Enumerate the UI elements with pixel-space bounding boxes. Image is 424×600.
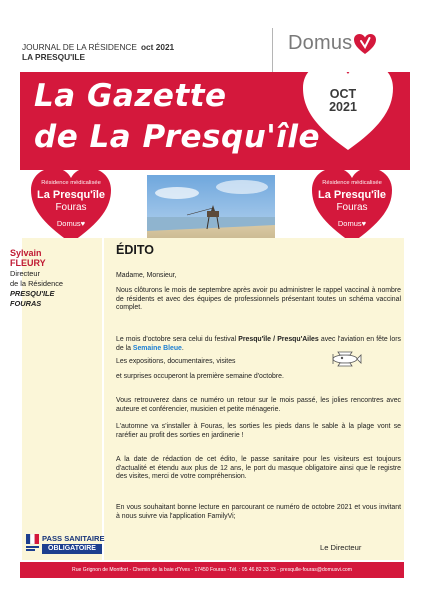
paragraph: En vous souhaitant bonne lecture en parcourant ce numéro de octobre 2021 et vous invitant à nous suivre via l'application FamilyVi; <box>116 504 401 520</box>
signature: Le Directeur <box>320 543 362 552</box>
author-residence: PRESQU'ILE <box>10 289 55 298</box>
pass-sanitaire-badge <box>26 533 104 557</box>
heart-logo-icon: ♥ <box>361 219 367 228</box>
journal-label: JOURNAL DE LA RÉSIDENCE <box>22 42 137 52</box>
residence-badge-left <box>29 166 113 244</box>
badge-subtitle: Résidence médicalisée <box>41 180 101 186</box>
text: avec l'aviation en fête lors de la <box>116 336 401 352</box>
brand-wordmark: Domus <box>288 32 353 54</box>
brand-logo <box>288 32 377 55</box>
heart-logo-icon: ♥ <box>80 219 86 228</box>
paragraph: et surprises occuperont la première semaine d'octobre. <box>116 373 284 380</box>
pass-title: PASS SANITAIRE <box>42 534 105 543</box>
author-city: FOURAS <box>10 299 42 308</box>
header-divider <box>272 28 273 72</box>
badge-logo <box>29 219 113 228</box>
semaine-bleue-link[interactable]: Semaine Bleue <box>132 344 182 352</box>
badge-logo-text: Domus <box>56 219 81 228</box>
residence-badge-right <box>310 166 394 244</box>
heart-logo-icon <box>353 33 377 55</box>
author-role-detail: de la Résidence <box>10 279 64 288</box>
masthead <box>22 42 262 62</box>
edito-heading: ÉDITO <box>116 243 154 257</box>
badge-subtitle: Résidence médicalisée <box>322 180 382 186</box>
badge-title: La Presqu'île <box>317 189 387 201</box>
author-role: Directeur <box>10 269 40 278</box>
pass-obligatoire: OBLIGATOIRE <box>42 544 102 554</box>
badge-city: Fouras <box>336 202 368 213</box>
paragraph: Les expositions, documentaires, visites <box>116 358 236 365</box>
paragraph: Vous retrouverez dans ce numéro un retour sur le mois passé, les jolies rencontres avec auteure et conférencier, musicien et petite ménagerie. <box>116 397 401 413</box>
badge-city: Fouras <box>55 202 87 213</box>
paragraph: Nous clôturons le mois de septembre après avoir pu administrer le rappel vaccinal à nombre de résidents et avec des équipes de professionnels présentant toutes un schéma vaccinal complet. <box>116 287 401 312</box>
plane-icon <box>328 348 362 370</box>
residence-name: LA PRESQU'ILE <box>22 52 85 62</box>
gazette-title-line2: de La Presqu'île <box>34 119 321 155</box>
badge-logo <box>310 219 394 228</box>
author-last-name: FLEURY <box>10 258 46 268</box>
republic-logo-icon <box>26 534 39 552</box>
badge-logo-text: Domus <box>337 219 362 228</box>
festival-name: Presqu'île / Presqu'Ailes <box>238 336 319 343</box>
issue-date: oct 2021 <box>140 42 175 52</box>
journal-line <box>22 42 262 52</box>
paragraph: L'automne va s'installer à Fouras, les sorties les pieds dans le sable à la plage vont se raréfier au profit des sorties en jardinerie ! <box>116 423 401 439</box>
text: Le mois d'octobre sera celui du festival <box>116 336 239 343</box>
date-month: OCT <box>329 87 357 101</box>
text: . <box>181 344 184 352</box>
issue-date-badge <box>318 88 368 114</box>
gazette-title-line1: La Gazette <box>34 78 227 114</box>
author-first-name: Sylvain <box>10 248 42 258</box>
greeting: Madame, Monsieur, <box>116 272 177 279</box>
footer-address: Rue Grignon de Montfort - Chemin de la baie d'Yves - 17450 Fouras -Tél. : 05 46 82 33 33 - presqulle-fouras@domusvi.com <box>20 562 404 578</box>
badge-title: La Presqu'île <box>36 189 106 201</box>
paragraph: A la date de rédaction de cet édito, le passe sanitaire pour les visiteurs est toujours d'actualité et étendu aux plus de 12 ans, le port du masque obligatoire ainsi que le registre des visites, merci de votre compréhension. <box>116 456 401 481</box>
date-year: 2021 <box>329 100 357 114</box>
